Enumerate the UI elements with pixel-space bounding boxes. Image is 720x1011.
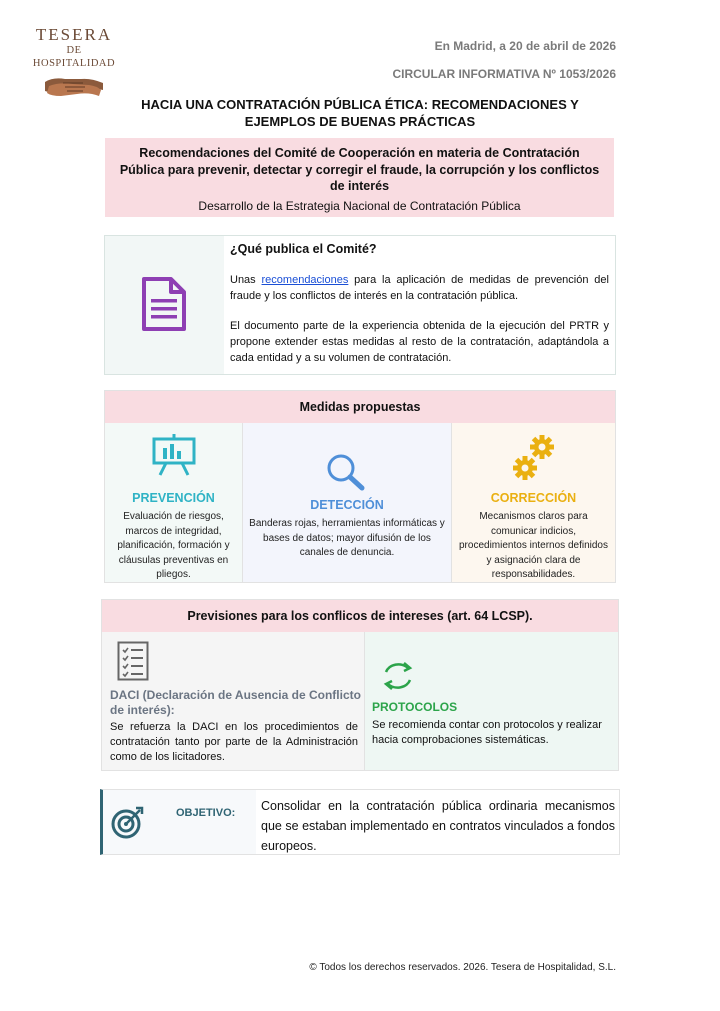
checklist-icon bbox=[117, 641, 149, 681]
prevencion-column bbox=[105, 423, 243, 582]
publica-paragraph-2: El documento parte de la experiencia obtenida de la ejecución del PRTR y propone extender estas medidas al resto de la contratación, adaptándola a cada entidad y a su volumen de contratación. bbox=[230, 320, 609, 364]
logo-name: TESERA bbox=[35, 25, 113, 44]
subtitle-banner bbox=[105, 138, 614, 217]
correccion-column bbox=[452, 423, 615, 582]
medidas-columns bbox=[105, 423, 615, 582]
subtitle-title: Recomendaciones del Comité de Cooperación en materia de Contratación Pública para prevenir, detectar y corregir el fraude, la corrupción y los conflictos de interés bbox=[119, 146, 600, 193]
daci-title: DACI (Declaración de Ausencia de Conflicto de interés): bbox=[110, 688, 361, 717]
target-icon bbox=[111, 806, 145, 840]
daci-text: Se refuerza la DACI en los procedimientos de contratación tanto por parte de la Administración como de los licitadores. bbox=[110, 721, 358, 763]
subtitle-subheading: Desarrollo de la Estrategia Nacional de Contratación Pública bbox=[198, 198, 521, 213]
logo-tagline: DE HOSPITALIDAD bbox=[32, 45, 116, 69]
protocolos-title: PROTOCOLOS bbox=[372, 700, 458, 714]
circular-number: CIRCULAR INFORMATIVA Nº 1053/2026 bbox=[392, 67, 616, 81]
protocolos-text: Se recomienda contar con protocolos y realizar hacia comprobaciones sistemáticas. bbox=[372, 719, 602, 746]
publica-content bbox=[224, 236, 615, 374]
page-title-line-1: HACIA UNA CONTRATACIÓN PÚBLICA ÉTICA: RECOMENDACIONES Y bbox=[141, 97, 579, 112]
objetivo-section bbox=[100, 789, 620, 855]
document-date: En Madrid, a 20 de abril de 2026 bbox=[434, 39, 616, 53]
footer-copyright: © Todos los derechos reservados. 2026. Tesera de Hospitalidad, S.L. bbox=[309, 962, 616, 973]
handshake-icon bbox=[43, 74, 105, 100]
publica-section bbox=[104, 235, 616, 375]
page-title-line-2: EJEMPLOS DE BUENAS PRÁCTICAS bbox=[244, 114, 476, 129]
objetivo-label: OBJETIVO: bbox=[176, 807, 236, 819]
deteccion-column bbox=[243, 423, 452, 582]
correccion-title: CORRECCIÓN bbox=[490, 491, 577, 505]
medidas-header: Medidas propuestas bbox=[105, 391, 615, 423]
prevencion-title: PREVENCIÓN bbox=[132, 491, 215, 505]
deteccion-title: DETECCIÓN bbox=[310, 498, 384, 512]
publica-paragraph-1 bbox=[230, 272, 609, 304]
protocolos-column bbox=[365, 632, 618, 770]
prevencion-text: Evaluación de riesgos, marcos de integridad, planificación, formación y cláusulas preventivas en pliegos. bbox=[117, 511, 230, 580]
recomendaciones-link[interactable]: recomendaciones bbox=[261, 274, 349, 286]
publica-p1-end: para la aplicación de medidas de prevención del fraude y los conflictos de interés en la contratación pública. bbox=[230, 274, 609, 302]
deteccion-text: Banderas rojas, herramientas informáticas y bases de datos; mayor difusión de los canales de denuncia. bbox=[249, 518, 445, 558]
gears-icon bbox=[512, 433, 556, 483]
refresh-cycle-icon bbox=[380, 660, 416, 692]
company-logo bbox=[24, 26, 124, 100]
presentation-chart-icon bbox=[152, 434, 196, 476]
magnifier-icon bbox=[325, 453, 369, 493]
previsiones-header: Previsiones para los conflicos de intereses (art. 64 LCSP). bbox=[102, 600, 618, 632]
daci-column bbox=[102, 632, 365, 770]
publica-heading: ¿Qué publica el Comité? bbox=[230, 242, 377, 256]
page-title bbox=[104, 96, 616, 130]
correccion-text: Mecanismos claros para comunicar indicios, procedimientos internos definidos y asignación clara de responsabilidades. bbox=[459, 511, 608, 580]
publica-p1-start: Unas bbox=[230, 274, 262, 286]
previsiones-section bbox=[101, 599, 619, 771]
previsiones-columns bbox=[102, 632, 618, 770]
objetivo-text: Consolidar en la contratación pública ordinaria mecanismos que se estaban implementado en contratos vinculados a fondos europeos. bbox=[256, 790, 619, 854]
document-icon bbox=[141, 276, 187, 332]
medidas-section bbox=[104, 390, 616, 583]
